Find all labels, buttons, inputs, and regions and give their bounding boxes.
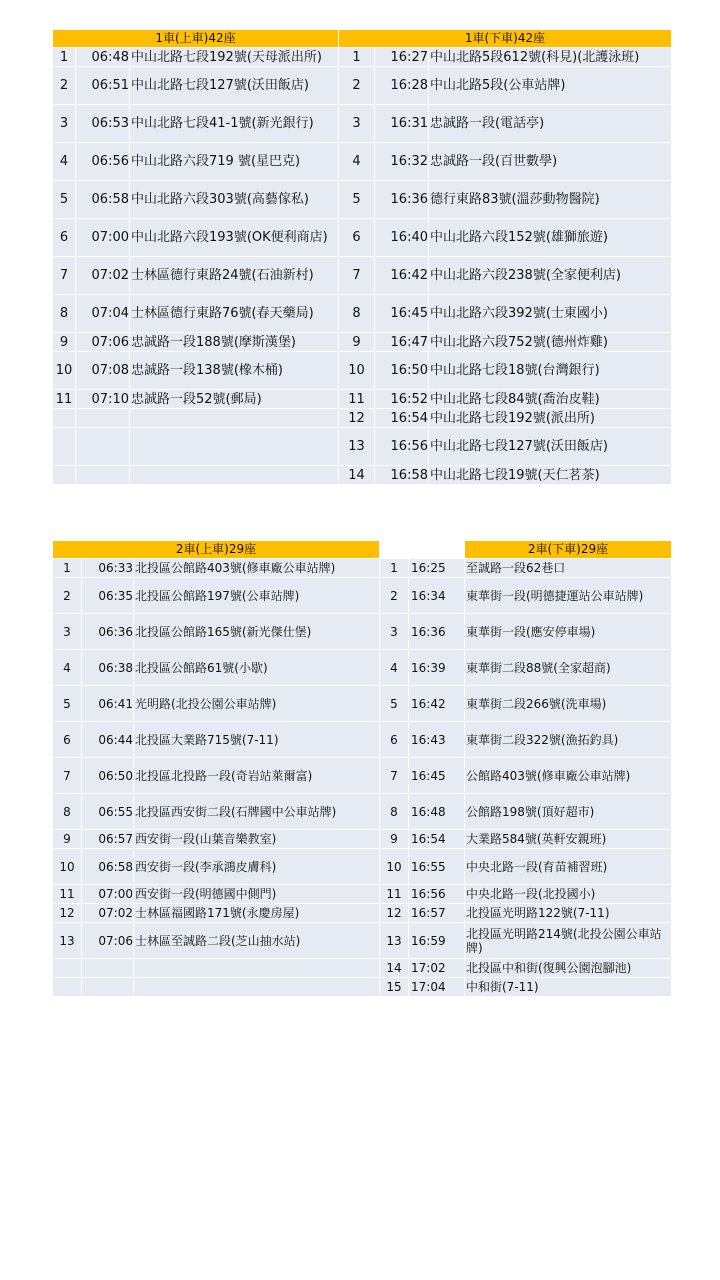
table-row [53, 978, 672, 997]
stop-time: 16:56 [375, 428, 429, 466]
stop-number: 12 [53, 904, 82, 923]
stop-address [130, 428, 339, 466]
stop-number: 5 [339, 181, 375, 219]
stop-address: 北投區中和街(復興公園泡腳池) [465, 959, 672, 978]
table-row [53, 650, 672, 686]
table-row [53, 333, 672, 352]
stop-number [53, 959, 82, 978]
stop-time: 16:55 [409, 849, 465, 885]
stop-address: 中山北路六段152號(雄獅旅遊) [429, 219, 672, 257]
stop-address: 士林區福國路171號(永慶房屋) [134, 904, 380, 923]
stop-address: 中山北路六段392號(士東國小) [429, 295, 672, 333]
stop-time [82, 959, 134, 978]
stop-time: 06:33 [82, 559, 134, 578]
stop-time: 16:39 [409, 650, 465, 686]
bus2-up-header: 2車(上車)29座 [53, 541, 380, 559]
table-row [53, 686, 672, 722]
stop-address: 中央北路一段(育苗補習班) [465, 849, 672, 885]
table-row [53, 849, 672, 885]
table-row [53, 105, 672, 143]
stop-time: 16:43 [409, 722, 465, 758]
bus1-up-header: 1車(上車)42座 [53, 30, 339, 48]
table-row [53, 959, 672, 978]
stop-time: 06:58 [82, 849, 134, 885]
stop-address: 北投區光明路214號(北投公園公車站牌) [465, 923, 672, 959]
stop-number: 6 [380, 722, 409, 758]
stop-address: 中山北路六段752號(德州炸雞) [429, 333, 672, 352]
table-row [53, 830, 672, 849]
stop-time: 16:57 [409, 904, 465, 923]
stop-time: 07:06 [76, 333, 130, 352]
stop-address [134, 959, 380, 978]
stop-time: 16:59 [409, 923, 465, 959]
stop-number: 14 [339, 466, 375, 485]
stop-time: 06:38 [82, 650, 134, 686]
stop-time: 16:48 [409, 794, 465, 830]
stop-time: 06:36 [82, 614, 134, 650]
table-row [53, 181, 672, 219]
stop-time [76, 409, 130, 428]
table-row [53, 923, 672, 959]
stop-time: 16:34 [409, 578, 465, 614]
stop-number: 7 [53, 257, 76, 295]
stop-number: 1 [380, 559, 409, 578]
table-row [53, 409, 672, 428]
table-row [53, 67, 672, 105]
bus2-down-header: 2車(下車)29座 [465, 541, 672, 559]
stop-number [53, 428, 76, 466]
stop-number: 11 [380, 885, 409, 904]
stop-time: 16:27 [375, 48, 429, 67]
stop-address: 中山北路七段192號(天母派出所) [130, 48, 339, 67]
stop-number: 7 [380, 758, 409, 794]
stop-address: 中山北路5段(公車站牌) [429, 67, 672, 105]
stop-time: 07:04 [76, 295, 130, 333]
stop-time: 16:42 [409, 686, 465, 722]
stop-address: 北投區公館路61號(小歇) [134, 650, 380, 686]
stop-time: 07:02 [82, 904, 134, 923]
stop-number: 9 [53, 830, 82, 849]
table-row [53, 466, 672, 485]
stop-number: 4 [53, 143, 76, 181]
stop-time: 07:00 [82, 885, 134, 904]
stop-number: 9 [380, 830, 409, 849]
stop-number: 8 [53, 295, 76, 333]
stop-number: 3 [380, 614, 409, 650]
table-row [53, 904, 672, 923]
stop-time: 16:52 [375, 390, 429, 409]
stop-address: 至誠路一段62巷口 [465, 559, 672, 578]
table-row [53, 758, 672, 794]
stop-time: 06:44 [82, 722, 134, 758]
table-row [53, 143, 672, 181]
stop-address: 西安街一段(李承鴻皮膚科) [134, 849, 380, 885]
stop-number: 13 [53, 923, 82, 959]
bus2-schedule-table [52, 540, 672, 997]
stop-number: 1 [53, 559, 82, 578]
stop-time: 16:25 [409, 559, 465, 578]
stop-number: 4 [380, 650, 409, 686]
stop-address: 中山北路六段193號(OK便利商店) [130, 219, 339, 257]
stop-number: 13 [339, 428, 375, 466]
stop-number: 5 [53, 181, 76, 219]
stop-number: 14 [380, 959, 409, 978]
stop-number: 9 [53, 333, 76, 352]
stop-address: 東華街二段88號(全家超商) [465, 650, 672, 686]
stop-number: 8 [339, 295, 375, 333]
stop-number: 11 [339, 390, 375, 409]
stop-time: 06:50 [82, 758, 134, 794]
table-row [53, 257, 672, 295]
stop-address: 公館路198號(頂好超市) [465, 794, 672, 830]
stop-time [82, 978, 134, 997]
stop-address: 德行東路83號(溫莎動物醫院) [429, 181, 672, 219]
table-row [53, 352, 672, 390]
stop-number: 8 [380, 794, 409, 830]
stop-time: 16:31 [375, 105, 429, 143]
stop-time: 16:32 [375, 143, 429, 181]
stop-number: 1 [53, 48, 76, 67]
bus1-down-header: 1車(下車)42座 [339, 30, 672, 48]
stop-address [134, 978, 380, 997]
stop-address: 中山北路六段719 號(星巴克) [130, 143, 339, 181]
stop-address: 士林區德行東路76號(春天藥局) [130, 295, 339, 333]
stop-number: 5 [380, 686, 409, 722]
stop-time: 16:45 [375, 295, 429, 333]
stop-address: 西安街一段(山葉音樂教室) [134, 830, 380, 849]
header-spacer [409, 541, 465, 559]
stop-time: 16:36 [375, 181, 429, 219]
stop-address: 中山北路七段192號(派出所) [429, 409, 672, 428]
stop-number [53, 409, 76, 428]
stop-address: 中山北路七段127號(沃田飯店) [130, 67, 339, 105]
stop-time: 16:45 [409, 758, 465, 794]
stop-number: 2 [53, 67, 76, 105]
stop-number: 10 [380, 849, 409, 885]
table-row [53, 48, 672, 67]
stop-time: 16:47 [375, 333, 429, 352]
stop-time: 16:36 [409, 614, 465, 650]
stop-address: 中山北路六段238號(全家便利店) [429, 257, 672, 295]
stop-address: 士林區德行東路24號(石油新村) [130, 257, 339, 295]
stop-address: 東華街一段(明德捷運站公車站牌) [465, 578, 672, 614]
stop-time: 16:56 [409, 885, 465, 904]
stop-time: 16:54 [409, 830, 465, 849]
stop-number: 4 [339, 143, 375, 181]
stop-number: 2 [380, 578, 409, 614]
table-row [53, 219, 672, 257]
stop-address: 中央北路一段(北投國小) [465, 885, 672, 904]
stop-address: 大業路584號(英軒安親班) [465, 830, 672, 849]
bus1-schedule-table [52, 29, 672, 485]
stop-number: 1 [339, 48, 375, 67]
stop-number [53, 466, 76, 485]
stop-address: 北投區大業路715號(7-11) [134, 722, 380, 758]
table-row [53, 794, 672, 830]
stop-address: 西安街一段(明德國中側門) [134, 885, 380, 904]
stop-number: 7 [339, 257, 375, 295]
stop-time: 16:58 [375, 466, 429, 485]
stop-time: 06:57 [82, 830, 134, 849]
stop-address: 中山北路七段19號(天仁茗茶) [429, 466, 672, 485]
stop-time [76, 466, 130, 485]
stop-address: 忠誠路一段52號(郵局) [130, 390, 339, 409]
stop-time: 07:08 [76, 352, 130, 390]
stop-time: 16:40 [375, 219, 429, 257]
stop-address: 北投區北投路一段(奇岩站萊爾富) [134, 758, 380, 794]
stop-address: 忠誠路一段188號(摩斯漢堡) [130, 333, 339, 352]
stop-time: 07:06 [82, 923, 134, 959]
stop-time: 06:58 [76, 181, 130, 219]
stop-number: 9 [339, 333, 375, 352]
header-spacer [380, 541, 409, 559]
stop-time: 16:54 [375, 409, 429, 428]
stop-number: 6 [339, 219, 375, 257]
stop-address: 北投區公館路197號(公車站牌) [134, 578, 380, 614]
stop-number: 3 [53, 614, 82, 650]
stop-number: 4 [53, 650, 82, 686]
stop-address: 中山北路5段612號(科見)(北護泳班) [429, 48, 672, 67]
table-row [53, 295, 672, 333]
stop-address [130, 409, 339, 428]
stop-time: 06:53 [76, 105, 130, 143]
stop-number: 6 [53, 219, 76, 257]
stop-address: 忠誠路一段138號(橡木桶) [130, 352, 339, 390]
stop-number: 11 [53, 885, 82, 904]
stop-number: 7 [53, 758, 82, 794]
stop-time: 06:41 [82, 686, 134, 722]
stop-address: 北投區公館路165號(新光傑仕堡) [134, 614, 380, 650]
stop-address: 光明路(北投公園公車站牌) [134, 686, 380, 722]
table-row [53, 885, 672, 904]
stop-address: 北投區公館路403號(修車廠公車站牌) [134, 559, 380, 578]
table-row [53, 390, 672, 409]
stop-address: 士林區至誠路二段(芝山抽水站) [134, 923, 380, 959]
stop-address: 中山北路七段18號(台灣銀行) [429, 352, 672, 390]
table-row [53, 722, 672, 758]
stop-time: 17:04 [409, 978, 465, 997]
stop-number: 10 [339, 352, 375, 390]
stop-address: 公館路403號(修車廠公車站牌) [465, 758, 672, 794]
stop-address: 忠誠路一段(百世數學) [429, 143, 672, 181]
stop-address: 北投區西安街二段(石牌國中公車站牌) [134, 794, 380, 830]
stop-address: 北投區光明路122號(7-11) [465, 904, 672, 923]
stop-time: 06:56 [76, 143, 130, 181]
table-row [53, 614, 672, 650]
stop-number: 12 [339, 409, 375, 428]
stop-address: 忠誠路一段(電話亭) [429, 105, 672, 143]
stop-time: 07:02 [76, 257, 130, 295]
stop-number: 13 [380, 923, 409, 959]
stop-address: 東華街二段266號(洗車場) [465, 686, 672, 722]
stop-number: 12 [380, 904, 409, 923]
stop-time: 17:02 [409, 959, 465, 978]
stop-number: 10 [53, 352, 76, 390]
stop-number: 3 [339, 105, 375, 143]
stop-address: 中和街(7-11) [465, 978, 672, 997]
stop-address: 東華街一段(應安停車場) [465, 614, 672, 650]
stop-number: 11 [53, 390, 76, 409]
stop-address: 中山北路七段41-1號(新光銀行) [130, 105, 339, 143]
stop-number: 2 [339, 67, 375, 105]
stop-time: 06:48 [76, 48, 130, 67]
stop-time: 16:28 [375, 67, 429, 105]
stop-number: 3 [53, 105, 76, 143]
stop-number [53, 978, 82, 997]
stop-time: 07:00 [76, 219, 130, 257]
table-row [53, 559, 672, 578]
stop-time: 07:10 [76, 390, 130, 409]
stop-number: 10 [53, 849, 82, 885]
stop-address: 中山北路七段127號(沃田飯店) [429, 428, 672, 466]
stop-number: 2 [53, 578, 82, 614]
stop-address: 中山北路六段303號(高藝傢私) [130, 181, 339, 219]
stop-address: 東華街二段322號(漁拓釣具) [465, 722, 672, 758]
stop-number: 5 [53, 686, 82, 722]
stop-time: 06:55 [82, 794, 134, 830]
stop-address [130, 466, 339, 485]
stop-address: 中山北路七段84號(喬治皮鞋) [429, 390, 672, 409]
stop-number: 8 [53, 794, 82, 830]
stop-number: 15 [380, 978, 409, 997]
stop-time: 06:51 [76, 67, 130, 105]
stop-time: 16:42 [375, 257, 429, 295]
stop-time: 16:50 [375, 352, 429, 390]
stop-time [76, 428, 130, 466]
table-row [53, 428, 672, 466]
table-row [53, 578, 672, 614]
stop-number: 6 [53, 722, 82, 758]
stop-time: 06:35 [82, 578, 134, 614]
